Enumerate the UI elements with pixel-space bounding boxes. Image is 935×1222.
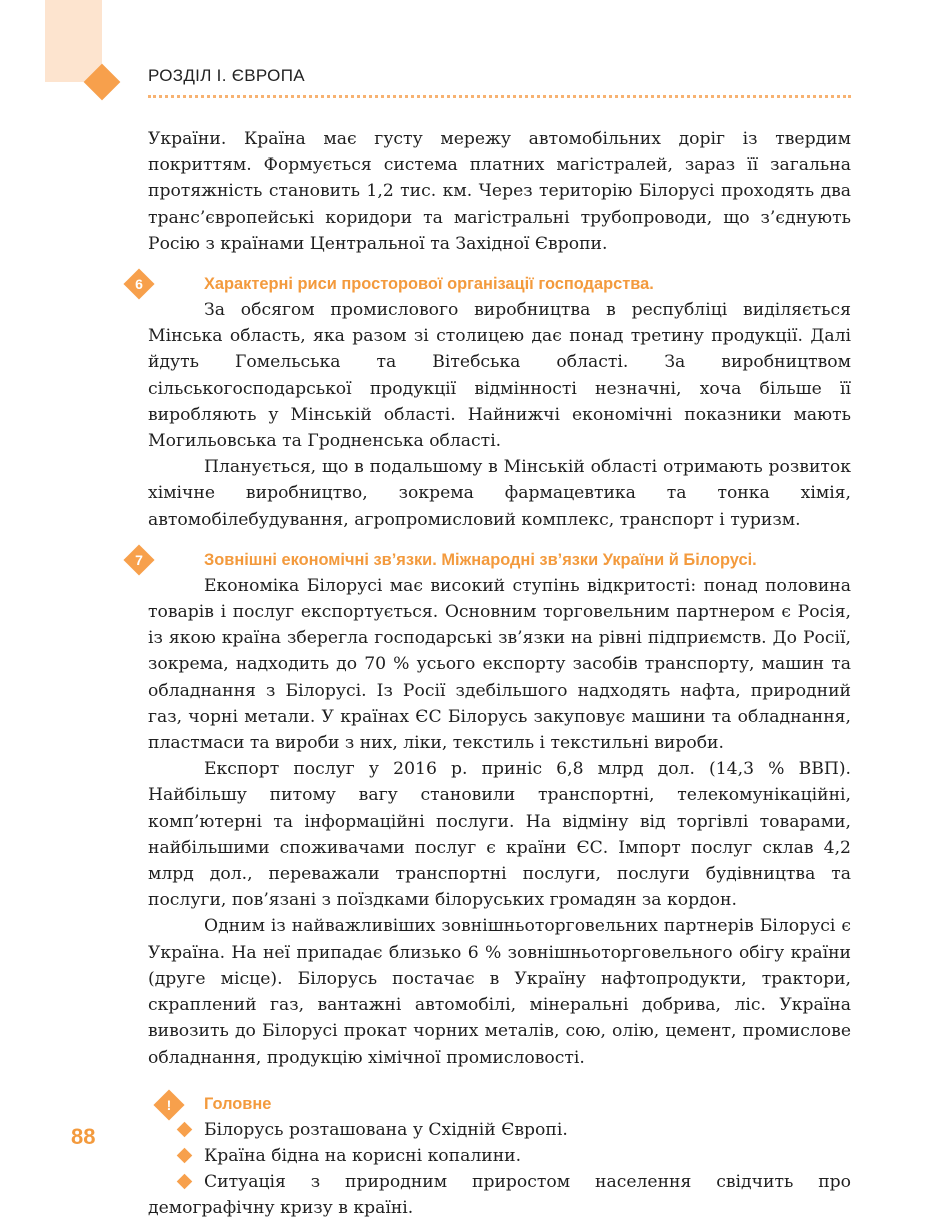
corner-tab xyxy=(45,0,102,82)
paragraph: Експорт послуг у 2016 р. приніс 6,8 млрд дол. (14,3 % ВВП). Найбільшу питому вагу становили транспортні, телекомунікаційні, комп’ютерні та інформаційні послуги. На відміну від торгівлі товарами, найбільшими споживачами послуг є країни ЄС. Імпорт послуг склав 4,2 млрд дол., переважали транспортні послуги, послуги будівництва та послуги, пов’язані з поїздками білоруських громадян за кордон. xyxy=(148,759,851,911)
paragraph: Планується, що в подальшому в Мінській області отримають розвиток хімічне виробництво, зокрема фармацевтика та тонка хімія, автомобілебудування, агропромисловий комплекс, транспорт і туризм. xyxy=(148,457,851,530)
diamond-bullet-icon xyxy=(177,1148,193,1164)
section-number: 6 xyxy=(135,276,143,293)
summary-heading xyxy=(148,1091,851,1117)
section-title: Характерні риси просторової організації господарства. xyxy=(204,275,654,294)
diamond-bullet-icon xyxy=(177,1174,193,1190)
section-title: Зовнішні економічні зв’язки. Міжнародні зв’язки України й Білорусі. xyxy=(204,550,757,569)
section-7-heading xyxy=(135,547,851,573)
exclamation-glyph: ! xyxy=(166,1096,172,1113)
summary-item xyxy=(148,1143,851,1169)
summary-title: Головне xyxy=(204,1094,272,1113)
paragraph: Одним із найважливіших зовнішньоторговельних партнерів Білорусі є Україна. На неї припадає близько 6 % зовнішньоторговельного обігу країни (друге місце). Білорусь постачає в Україну нафтопродукти, трактори, скраплений газ, вантажні автомобілі, мінеральні добрива, ліс. Україна вивозить до Білорусі прокат чорних металів, сою, олію, цемент, промислове обладнання, продукцію хімічної промисловості. xyxy=(148,916,851,1068)
summary-item-text: Ситуація з природним приростом населення свідчить про демографічну кризу в країні. xyxy=(148,1172,851,1219)
summary-item-text: Білорусь розташована у Східній Європі. xyxy=(204,1119,568,1140)
paragraph: За обсягом промислового виробництва в республіці виділяється Мінська область, яка разом зі столицею дає понад третину продукції. Далі йдуть Гомельська та Вітебська області. За виробництвом сільськогосподарської продукції відмінності незначні, хоча більше її виробляють у Мінській області. Найнижчі економічні показники мають Могильовська та Гродненська області. xyxy=(148,300,851,452)
diamond-bullet-icon xyxy=(177,1121,193,1137)
header-divider xyxy=(148,95,851,98)
chapter-title: РОЗДІЛ І. ЄВРОПА xyxy=(148,66,305,85)
page-number: 88 xyxy=(71,1124,96,1149)
summary-item-text: Країна бідна на корисні копалини. xyxy=(204,1145,522,1166)
section-6-heading xyxy=(135,271,851,297)
section-number: 7 xyxy=(135,551,143,568)
summary-item xyxy=(148,1117,851,1143)
paragraph: Економіка Білорусі має високий ступінь відкритості: понад половина товарів і послуг експортується. Основним торговельним партнером є Росія, із якою країна зберегла господарські зв’язки на рівні підприємств. До Росії, зокрема, надходить до 70 % усього експорту засобів транспорту, машин та обладнання з Білорусі. Із Росії здебільшого надходять нафта, природний газ, чорні метали. У країнах ЄС Білорусь закуповує машини та обладнання, пластмаси та вироби з них, ліки, текстиль і текстильні вироби. xyxy=(148,575,851,754)
intro-paragraph: України. Країна має густу мережу автомобільних доріг із твердим покриттям. Формується система платних магістралей, зараз її загальна протяжність становить 1,2 тис. км. Через територію Білорусі проходять два транс’європейські коридори та магістральні трубопроводи, що з’єднують Росію з країнами Центральної та Західної Європи. xyxy=(148,129,851,254)
page-content xyxy=(135,126,851,1222)
summary-item xyxy=(148,1169,851,1221)
